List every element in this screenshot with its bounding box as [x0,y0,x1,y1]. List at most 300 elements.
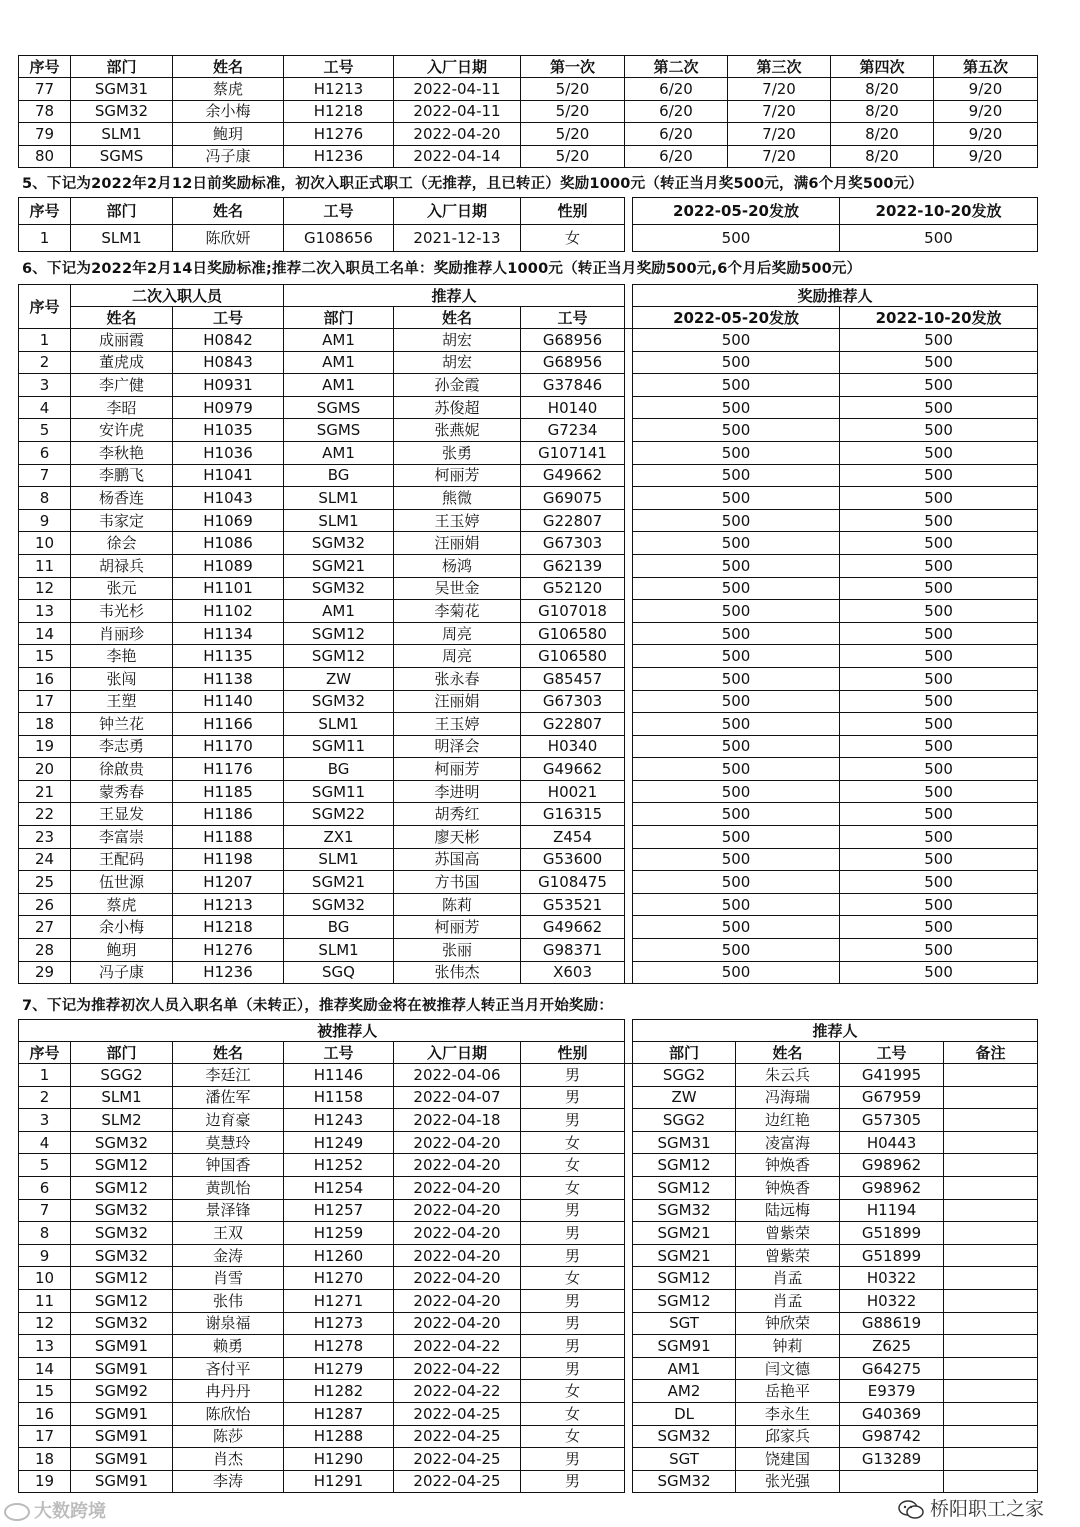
cell: 500 [633,225,840,252]
cell: 成丽霞 [71,329,173,352]
cell: 6 [19,441,71,464]
cell: H1236 [173,961,284,984]
table-row [19,1154,1038,1177]
cell: 500 [633,690,840,713]
cell: SGM12 [633,1289,736,1312]
header-cell: 2022-05-20发放 [633,198,840,225]
cell: SGM12 [633,1176,736,1199]
cell: 冉丹丹 [173,1380,284,1403]
cell: 500 [840,464,1038,487]
cell: 500 [840,848,1038,871]
cell: SGM31 [71,78,173,101]
cell: SLM2 [71,1109,173,1132]
cell: 9 [19,1244,71,1267]
cell: 2022-04-20 [394,1312,521,1335]
cell: SLM1 [71,123,173,146]
cell [944,1131,1038,1154]
table-7 [18,1019,1038,1493]
cell: 18 [19,1448,71,1471]
cell [944,1244,1038,1267]
cell: G108656 [284,225,394,252]
cell: 7/20 [728,123,831,146]
cell: SGT [633,1448,736,1471]
table-row [19,826,1038,849]
gap [625,1402,633,1425]
gap [625,1357,633,1380]
gap [625,329,633,352]
cell: 廖天彬 [394,826,521,849]
cell: 韦家定 [71,509,173,532]
cell [944,1425,1038,1448]
header-group: 奖励推荐人 [633,285,1038,307]
cell [944,1448,1038,1471]
cell: 25 [19,871,71,894]
watermark-left [4,1497,106,1523]
cell: SGM21 [633,1222,736,1245]
cell: H1291 [284,1470,394,1493]
cell: H1043 [173,487,284,510]
cell: H1101 [173,577,284,600]
cell: 1 [19,225,71,252]
cell: H1218 [284,100,394,123]
cell: G107141 [521,441,625,464]
cell: 鲍玥 [173,123,284,146]
gap [625,374,633,397]
cell: H1282 [284,1380,394,1403]
cell: SGM91 [71,1425,173,1448]
gap [625,803,633,826]
cell: SLM1 [71,1086,173,1109]
cell: 5/20 [521,100,625,123]
cell: 男 [521,1086,625,1109]
header-cell: 序号 [19,56,71,78]
watermark-logo-icon [4,1503,30,1521]
section-7-title: 7、下记为推荐初次人员入职名单（未转正），推荐奖励金将在被推荐人转正当月开始奖励： [22,998,614,1014]
cell: SLM1 [284,713,394,736]
table-row [19,1086,1038,1109]
table-row [19,1335,1038,1358]
gap [625,285,633,329]
gap [625,916,633,939]
cell: 77 [19,78,71,101]
cell: ZW [284,667,394,690]
cell: G98742 [840,1425,944,1448]
cell: H1249 [284,1131,394,1154]
gap [625,509,633,532]
cell: 李艳 [71,645,173,668]
cell: 12 [19,1312,71,1335]
cell: AM2 [633,1380,736,1403]
cell: H1134 [173,622,284,645]
header-cell: 入厂日期 [394,198,521,225]
header-cell: 第二次 [625,56,728,78]
cell: 500 [633,780,840,803]
header-cell: 姓名 [71,307,173,329]
gap [625,396,633,419]
cell: 500 [633,487,840,510]
table-row [19,1131,1038,1154]
cell: 9/20 [934,123,1038,146]
cell: 2022-04-20 [394,1154,521,1177]
cell [944,1109,1038,1132]
cell: G7234 [521,419,625,442]
header-group: 二次入职人员 [71,285,284,307]
cell: H1287 [284,1402,394,1425]
cell: G98962 [840,1176,944,1199]
cell: 杨香连 [71,487,173,510]
cell: 男 [521,1222,625,1245]
cell: 500 [633,577,840,600]
cell: 500 [633,419,840,442]
table-row [19,374,1038,397]
table-row [19,1380,1038,1403]
table-row [19,871,1038,894]
cell: SGM32 [71,100,173,123]
cell: G16315 [521,803,625,826]
cell: 徐啟贵 [71,758,173,781]
header-cell: 序号 [19,285,71,329]
cell: 10 [19,1267,71,1290]
cell: G53521 [521,893,625,916]
table-row [19,1222,1038,1245]
cell: G107018 [521,600,625,623]
table-row [19,848,1038,871]
cell: 张闯 [71,667,173,690]
cell: SGM12 [71,1289,173,1312]
cell: H0843 [173,351,284,374]
gap [625,645,633,668]
cell [944,1380,1038,1403]
cell: 伍世源 [71,871,173,894]
cell: Z454 [521,826,625,849]
cell: 女 [521,1154,625,1177]
table-row [19,1357,1038,1380]
cell: SGM12 [633,1267,736,1290]
cell: 景泽锋 [173,1199,284,1222]
cell: H1185 [173,780,284,803]
cell: SGM32 [284,532,394,555]
cell: 13 [19,1335,71,1358]
header-cell: 工号 [521,307,625,329]
cell: 6/20 [625,123,728,146]
cell: H1257 [284,1199,394,1222]
cell: 9/20 [934,100,1038,123]
table-row [19,893,1038,916]
cell: AM1 [284,329,394,352]
cell [944,1199,1038,1222]
cell: 500 [840,667,1038,690]
cell: 2 [19,1086,71,1109]
cell: 500 [633,464,840,487]
cell: 500 [840,758,1038,781]
cell: 2022-04-20 [394,1244,521,1267]
gap [625,600,633,623]
cell: G67303 [521,532,625,555]
cell: BG [284,758,394,781]
cell: 熊微 [394,487,521,510]
cell [944,1402,1038,1425]
header-cell: 2022-05-20发放 [633,307,840,329]
cell: G41995 [840,1064,944,1087]
cell: H1213 [173,893,284,916]
table-row [19,464,1038,487]
cell: G98962 [840,1154,944,1177]
table-row [19,100,1038,123]
cell: 女 [521,1267,625,1290]
cell: SGM12 [71,1176,173,1199]
cell: 9 [19,509,71,532]
header-cell: 2022-10-20发放 [840,307,1038,329]
cell: 2022-04-20 [394,1199,521,1222]
cell: G49662 [521,758,625,781]
cell: SGM32 [71,1244,173,1267]
cell: 2022-04-18 [394,1109,521,1132]
cell: 8 [19,1222,71,1245]
cell: SLM1 [284,487,394,510]
table-row [19,645,1038,668]
cell: H0140 [521,396,625,419]
cell: 2022-04-20 [394,1176,521,1199]
cell: H1243 [284,1109,394,1132]
cell: G52120 [521,577,625,600]
gap [625,198,633,225]
cell: 王玉婷 [394,713,521,736]
table-7-body [19,1064,1038,1493]
table-row [19,1199,1038,1222]
cell: 凌富海 [736,1131,840,1154]
cell: 500 [633,645,840,668]
header-cell: 姓名 [173,56,284,78]
cell: 钟莉 [736,1335,840,1358]
cell: 2022-04-20 [394,1131,521,1154]
cell: 女 [521,225,625,252]
cell: 杨鸿 [394,554,521,577]
cell: 陈莉 [394,893,521,916]
cell: G22807 [521,713,625,736]
cell: G106580 [521,622,625,645]
cell: 李鹏飞 [71,464,173,487]
cell: 500 [633,532,840,555]
cell: 曾紫荣 [736,1222,840,1245]
cell: G51899 [840,1244,944,1267]
cell: 蒙秀春 [71,780,173,803]
cell: BG [284,464,394,487]
cell: 冯子康 [173,145,284,168]
cell [944,1289,1038,1312]
table-1-body [19,78,1038,168]
cell: 11 [19,554,71,577]
cell: 蔡虎 [173,78,284,101]
cell: 500 [633,329,840,352]
gap [625,225,633,252]
table-6 [18,284,1038,984]
header-group: 推荐人 [633,1020,1038,1042]
table-row [19,1425,1038,1448]
cell: 冯子康 [71,961,173,984]
cell: G22807 [521,509,625,532]
gap [625,735,633,758]
cell: Z625 [840,1335,944,1358]
cell: 张伟 [173,1289,284,1312]
cell: 500 [633,713,840,736]
table-row [19,916,1038,939]
cell: 500 [840,826,1038,849]
gap [625,893,633,916]
gap [625,848,633,871]
cell: 79 [19,123,71,146]
cell: 李菊花 [394,600,521,623]
wechat-icon [898,1500,924,1520]
cell: AM1 [284,351,394,374]
cell: G49662 [521,916,625,939]
cell: H1259 [284,1222,394,1245]
header-cell: 第五次 [934,56,1038,78]
cell: H1102 [173,600,284,623]
gap [625,939,633,962]
cell: H1089 [173,554,284,577]
cell: G106580 [521,645,625,668]
cell: 500 [633,803,840,826]
cell: SLM1 [284,509,394,532]
cell: 2022-04-25 [394,1402,521,1425]
cell: 19 [19,1470,71,1493]
gap [625,1380,633,1403]
cell: 500 [633,396,840,419]
cell: 5/20 [521,123,625,146]
header-cell: 性别 [521,198,625,225]
cell: 冯海瑞 [736,1086,840,1109]
cell: 张永春 [394,667,521,690]
section-5-title: 5、下记为2022年2月12日前奖励标准，初次入职正式职工（无推荐，且已转正）奖励1000元（转正当月奖500元，满6个月奖500元） [22,176,924,192]
cell: ZX1 [284,826,394,849]
cell: 7/20 [728,78,831,101]
cell: H1170 [173,735,284,758]
cell: H0021 [521,780,625,803]
cell: 8/20 [831,78,934,101]
cell: 500 [840,509,1038,532]
gap [625,758,633,781]
cell: 500 [840,713,1038,736]
header-cell: 部门 [71,1042,173,1064]
header-cell: 部门 [633,1042,736,1064]
cell: 22 [19,803,71,826]
cell: SGM12 [284,645,394,668]
header-group: 被推荐人 [71,1020,625,1042]
cell: 7 [19,464,71,487]
table-row [19,735,1038,758]
cell: 潘佐军 [173,1086,284,1109]
cell: 蔡虎 [71,893,173,916]
gap [625,1064,633,1087]
cell: 莫慧玲 [173,1131,284,1154]
cell: 女 [521,1425,625,1448]
cell: SGM21 [284,554,394,577]
cell: H1270 [284,1267,394,1290]
cell: 柯丽芳 [394,916,521,939]
cell: 韦光杉 [71,600,173,623]
cell [944,1064,1038,1087]
cell: SGM91 [633,1335,736,1358]
cell: 500 [633,509,840,532]
cell: 5 [19,1154,71,1177]
header-cell: 第三次 [728,56,831,78]
cell: G69075 [521,487,625,510]
cell: H1236 [284,145,394,168]
cell: 2022-04-25 [394,1448,521,1471]
cell: H1290 [284,1448,394,1471]
cell: 6/20 [625,100,728,123]
cell [944,1312,1038,1335]
cell: AM1 [633,1357,736,1380]
gap [625,441,633,464]
gap [625,554,633,577]
gap [625,532,633,555]
cell: SGM12 [71,1267,173,1290]
header-cell: 工号 [284,56,394,78]
header-cell: 第四次 [831,56,934,78]
cell: H0931 [173,374,284,397]
cell: X603 [521,961,625,984]
cell: 柯丽芳 [394,464,521,487]
cell: 周亮 [394,645,521,668]
cell: 500 [633,351,840,374]
cell: G64275 [840,1357,944,1380]
table-row [19,145,1038,168]
cell: 边育豪 [173,1109,284,1132]
cell: 男 [521,1357,625,1380]
cell: G49662 [521,464,625,487]
cell: SGM91 [71,1448,173,1471]
cell: G67303 [521,690,625,713]
cell: 500 [840,487,1038,510]
cell: 闫文德 [736,1357,840,1380]
cell: H0842 [173,329,284,352]
cell: G57305 [840,1109,944,1132]
cell: H1207 [173,871,284,894]
cell: 明泽会 [394,735,521,758]
cell: 李志勇 [71,735,173,758]
cell: 500 [840,916,1038,939]
gap [625,464,633,487]
cell: SGM21 [633,1244,736,1267]
cell: 80 [19,145,71,168]
cell: 6/20 [625,145,728,168]
cell: 500 [840,893,1038,916]
cell: 肖雪 [173,1267,284,1290]
table-row [19,487,1038,510]
gap [625,1448,633,1471]
cell: 2 [19,351,71,374]
header-cell: 备注 [944,1042,1038,1064]
cell: 陈欣怡 [173,1402,284,1425]
cell: 王配码 [71,848,173,871]
table-row [19,441,1038,464]
cell: SGMS [284,419,394,442]
cell: 5/20 [521,145,625,168]
cell: 500 [840,622,1038,645]
gap [625,1131,633,1154]
cell: 胡宏 [394,329,521,352]
cell: 吴世金 [394,577,521,600]
cell: 2022-04-25 [394,1470,521,1493]
cell [19,1020,71,1042]
table-row [19,622,1038,645]
cell: SGM32 [71,1222,173,1245]
cell: G88619 [840,1312,944,1335]
cell: 肖孟 [736,1289,840,1312]
cell: 2022-04-11 [394,100,521,123]
cell: 500 [840,871,1038,894]
